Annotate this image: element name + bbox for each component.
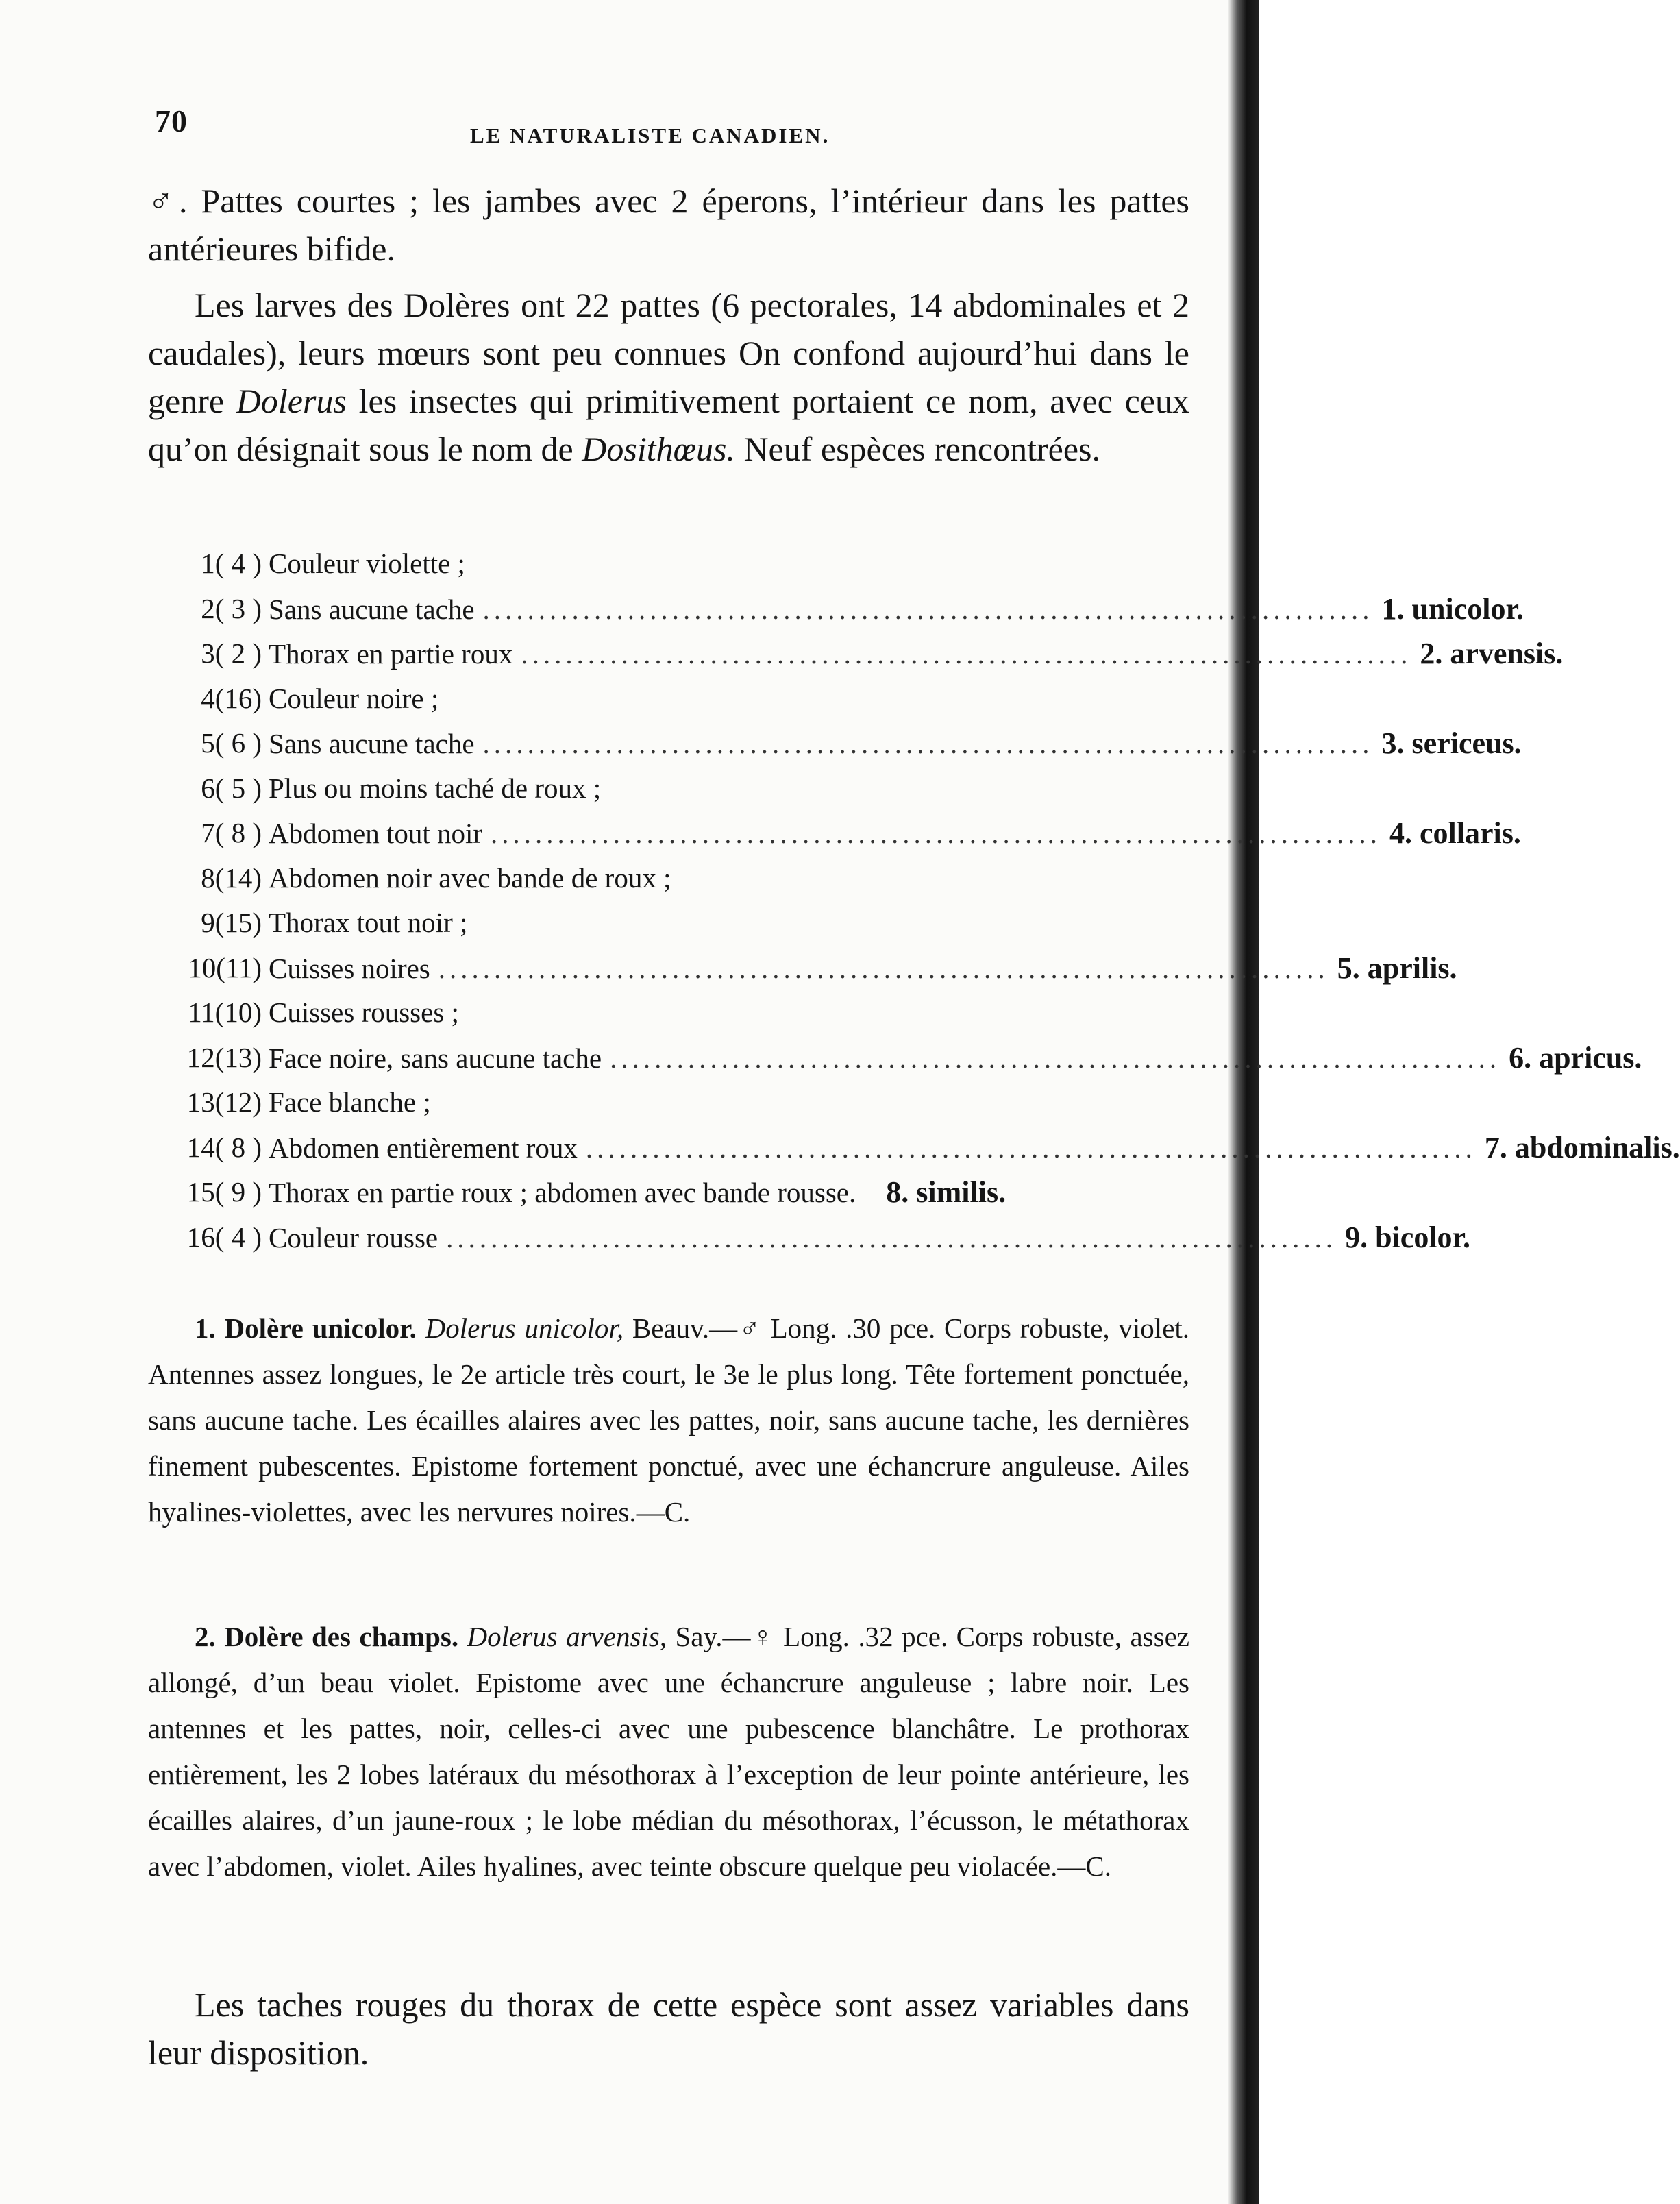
key-row	[141, 856, 1196, 901]
key-row	[141, 1170, 1196, 1215]
larvae-text-1: Les larves des Dolères ont 22 pattes (6 pectorales, 14 abdominales et 2 caudales), leurs mœurs sont peu connues On confond aujourd’hui dans le genre	[148, 286, 1189, 420]
key-row	[141, 946, 1457, 991]
larvae-description	[148, 281, 1189, 473]
key-number: 8(14)	[201, 861, 262, 894]
key-description: Couleur violette ;	[269, 548, 465, 579]
male-description: ♂. Pattes courtes ; les jambes avec 2 éperons, l’intérieur dans les pattes antérieures bifide.	[148, 182, 1189, 268]
key-row	[141, 1215, 1471, 1260]
key-row	[141, 766, 1196, 811]
key-number: 5( 6 )	[201, 727, 262, 759]
leader-dots: ................................................................................	[491, 818, 1382, 849]
key-number: 10(11)	[188, 951, 262, 983]
key-row	[141, 1036, 1642, 1081]
leader-dots: ................................................................................	[610, 1042, 1501, 1074]
genus-dolerus: Dolerus	[236, 382, 347, 420]
key-row	[141, 676, 1196, 722]
key-number: 7( 8 )	[201, 817, 262, 848]
species-1-name: 1. Dolère unicolor.	[195, 1312, 417, 1344]
larvae-text-3: Neuf espèces rencontrées.	[734, 430, 1100, 468]
intro-larvae-paragraph	[148, 281, 1189, 473]
key-description: Thorax tout noir ;	[269, 907, 468, 938]
leader-dots: ................................................................................	[438, 952, 1329, 984]
species-2-text: Say.—♀ Long. .32 pce. Corps robuste, assez allongé, d’un beau violet. Epistome avec une échancrure anguleuse ; labre noir. Les antennes et les pattes, noir, celles-ci avec une pubescence blanchâtre. Le prothorax entièrement, les 2 lobes latéraux du mésothorax à l’exception de leur pointe antérieure, les écailles alaires, d’un jaune-roux ; le lobe médian du mésothorax, l’écusson, le métathorax avec l’abdomen, violet. Ailes hyalines, avec teinte obscure quelque peu violacée.—C.	[148, 1621, 1189, 1882]
running-title: LE NATURALISTE CANADIEN.	[470, 123, 830, 147]
key-species-result: 6. apricus.	[1509, 1040, 1642, 1075]
key-species-result: 9. bicolor.	[1345, 1220, 1471, 1254]
identification-key	[141, 541, 1680, 1260]
key-row	[141, 541, 1196, 587]
key-number: 13(12)	[186, 1086, 262, 1118]
leader-dots: ................................................................................	[482, 593, 1374, 625]
leader-dots: ................................................................................	[482, 728, 1374, 759]
key-number: 11(10)	[188, 996, 262, 1028]
species-2-entry	[148, 1614, 1189, 1889]
leader-dots: ................................................................................	[585, 1131, 1477, 1164]
key-description: Abdomen tout noir	[269, 818, 483, 849]
species-1-text: Beauv.—♂ Long. .30 pce. Corps robuste, violet. Antennes assez longues, le 2e article très court, le 3e le plus long. Tête fortement ponctuée, sans aucune tache. Les écailles alaires avec les pattes, noir, sans aucune tache, les dernières finement pubescentes. Epistome fortement ponctué, avec une échancrure anguleuse. Ailes hyalines-violettes, avec les nervures noires.—C.	[148, 1312, 1190, 1528]
key-species-result: 7. abdominalis.	[1484, 1130, 1680, 1164]
key-description: Cuisses noires	[269, 952, 430, 984]
key-number: 15( 9 )	[186, 1176, 262, 1208]
key-row	[141, 721, 1522, 766]
key-number: 9(15)	[201, 907, 262, 938]
species-1-entry	[148, 1306, 1189, 1535]
larvae-text-2: les insectes qui primitivement portaient ce nom, avec ceux qu’on désignait sous le nom de	[148, 382, 1189, 468]
key-row	[141, 1125, 1680, 1171]
key-description: Couleur noire ;	[269, 682, 439, 714]
key-number: 2( 3 )	[201, 592, 262, 624]
key-number: 6( 5 )	[201, 772, 262, 804]
key-number: 16( 4 )	[186, 1221, 262, 1253]
key-number: 14( 8 )	[186, 1131, 262, 1163]
closing-paragraph	[148, 1981, 1189, 2077]
key-species-result: 1. unicolor.	[1381, 591, 1524, 626]
key-row	[141, 990, 1196, 1036]
species-2-name: 2. Dolère des champs.	[195, 1621, 459, 1652]
key-description: Thorax en partie roux ; abdomen avec bande rousse.	[269, 1177, 856, 1208]
key-row	[141, 811, 1521, 856]
key-description: Plus ou moins taché de roux ;	[269, 772, 602, 804]
key-description: Abdomen entièrement roux	[269, 1131, 578, 1164]
key-species-result: 8. similis.	[886, 1175, 1006, 1209]
key-number: 3( 2 )	[201, 637, 262, 669]
key-row	[141, 587, 1524, 632]
key-number: 12(13)	[186, 1041, 262, 1073]
species-1-description	[148, 1306, 1189, 1535]
intro-male-paragraph	[148, 177, 1189, 273]
key-number: 1( 4 )	[201, 548, 262, 579]
key-description: Face blanche ;	[269, 1086, 431, 1118]
key-row	[141, 901, 1196, 946]
key-species-result: 3. sericeus.	[1381, 726, 1522, 760]
key-species-result: 4. collaris.	[1389, 816, 1521, 850]
key-number: 4(16)	[201, 682, 262, 714]
key-species-result: 2. arvensis.	[1420, 637, 1564, 670]
key-description: Couleur rousse	[269, 1221, 438, 1253]
species-1-scientific-name: Dolerus unicolor,	[425, 1312, 624, 1344]
page-header	[155, 103, 1196, 158]
species-2-description	[148, 1614, 1189, 1889]
key-description: Thorax en partie roux	[269, 638, 513, 670]
genus-dosithoeus: Dosithœus.	[582, 430, 735, 468]
key-description: Cuisses rousses ;	[269, 996, 459, 1028]
leader-dots: ................................................................................	[521, 638, 1412, 670]
key-species-result: 5. aprilis.	[1337, 951, 1457, 985]
key-row	[141, 631, 1564, 676]
closing-text: Les taches rouges du thorax de cette espèce sont assez variables dans leur disposition.	[148, 1985, 1189, 2072]
species-2-scientific-name: Dolerus arvensis,	[467, 1621, 667, 1652]
key-description: Sans aucune tache	[269, 728, 475, 759]
key-description: Face noire, sans aucune tache	[269, 1042, 602, 1074]
key-row	[141, 1080, 1196, 1125]
key-description: Abdomen noir avec bande de roux ;	[269, 861, 671, 894]
leader-dots: ................................................................................	[446, 1221, 1337, 1253]
binding-edge	[1228, 0, 1259, 2204]
key-description: Sans aucune tache	[269, 593, 475, 625]
page-number: 70	[155, 103, 188, 138]
